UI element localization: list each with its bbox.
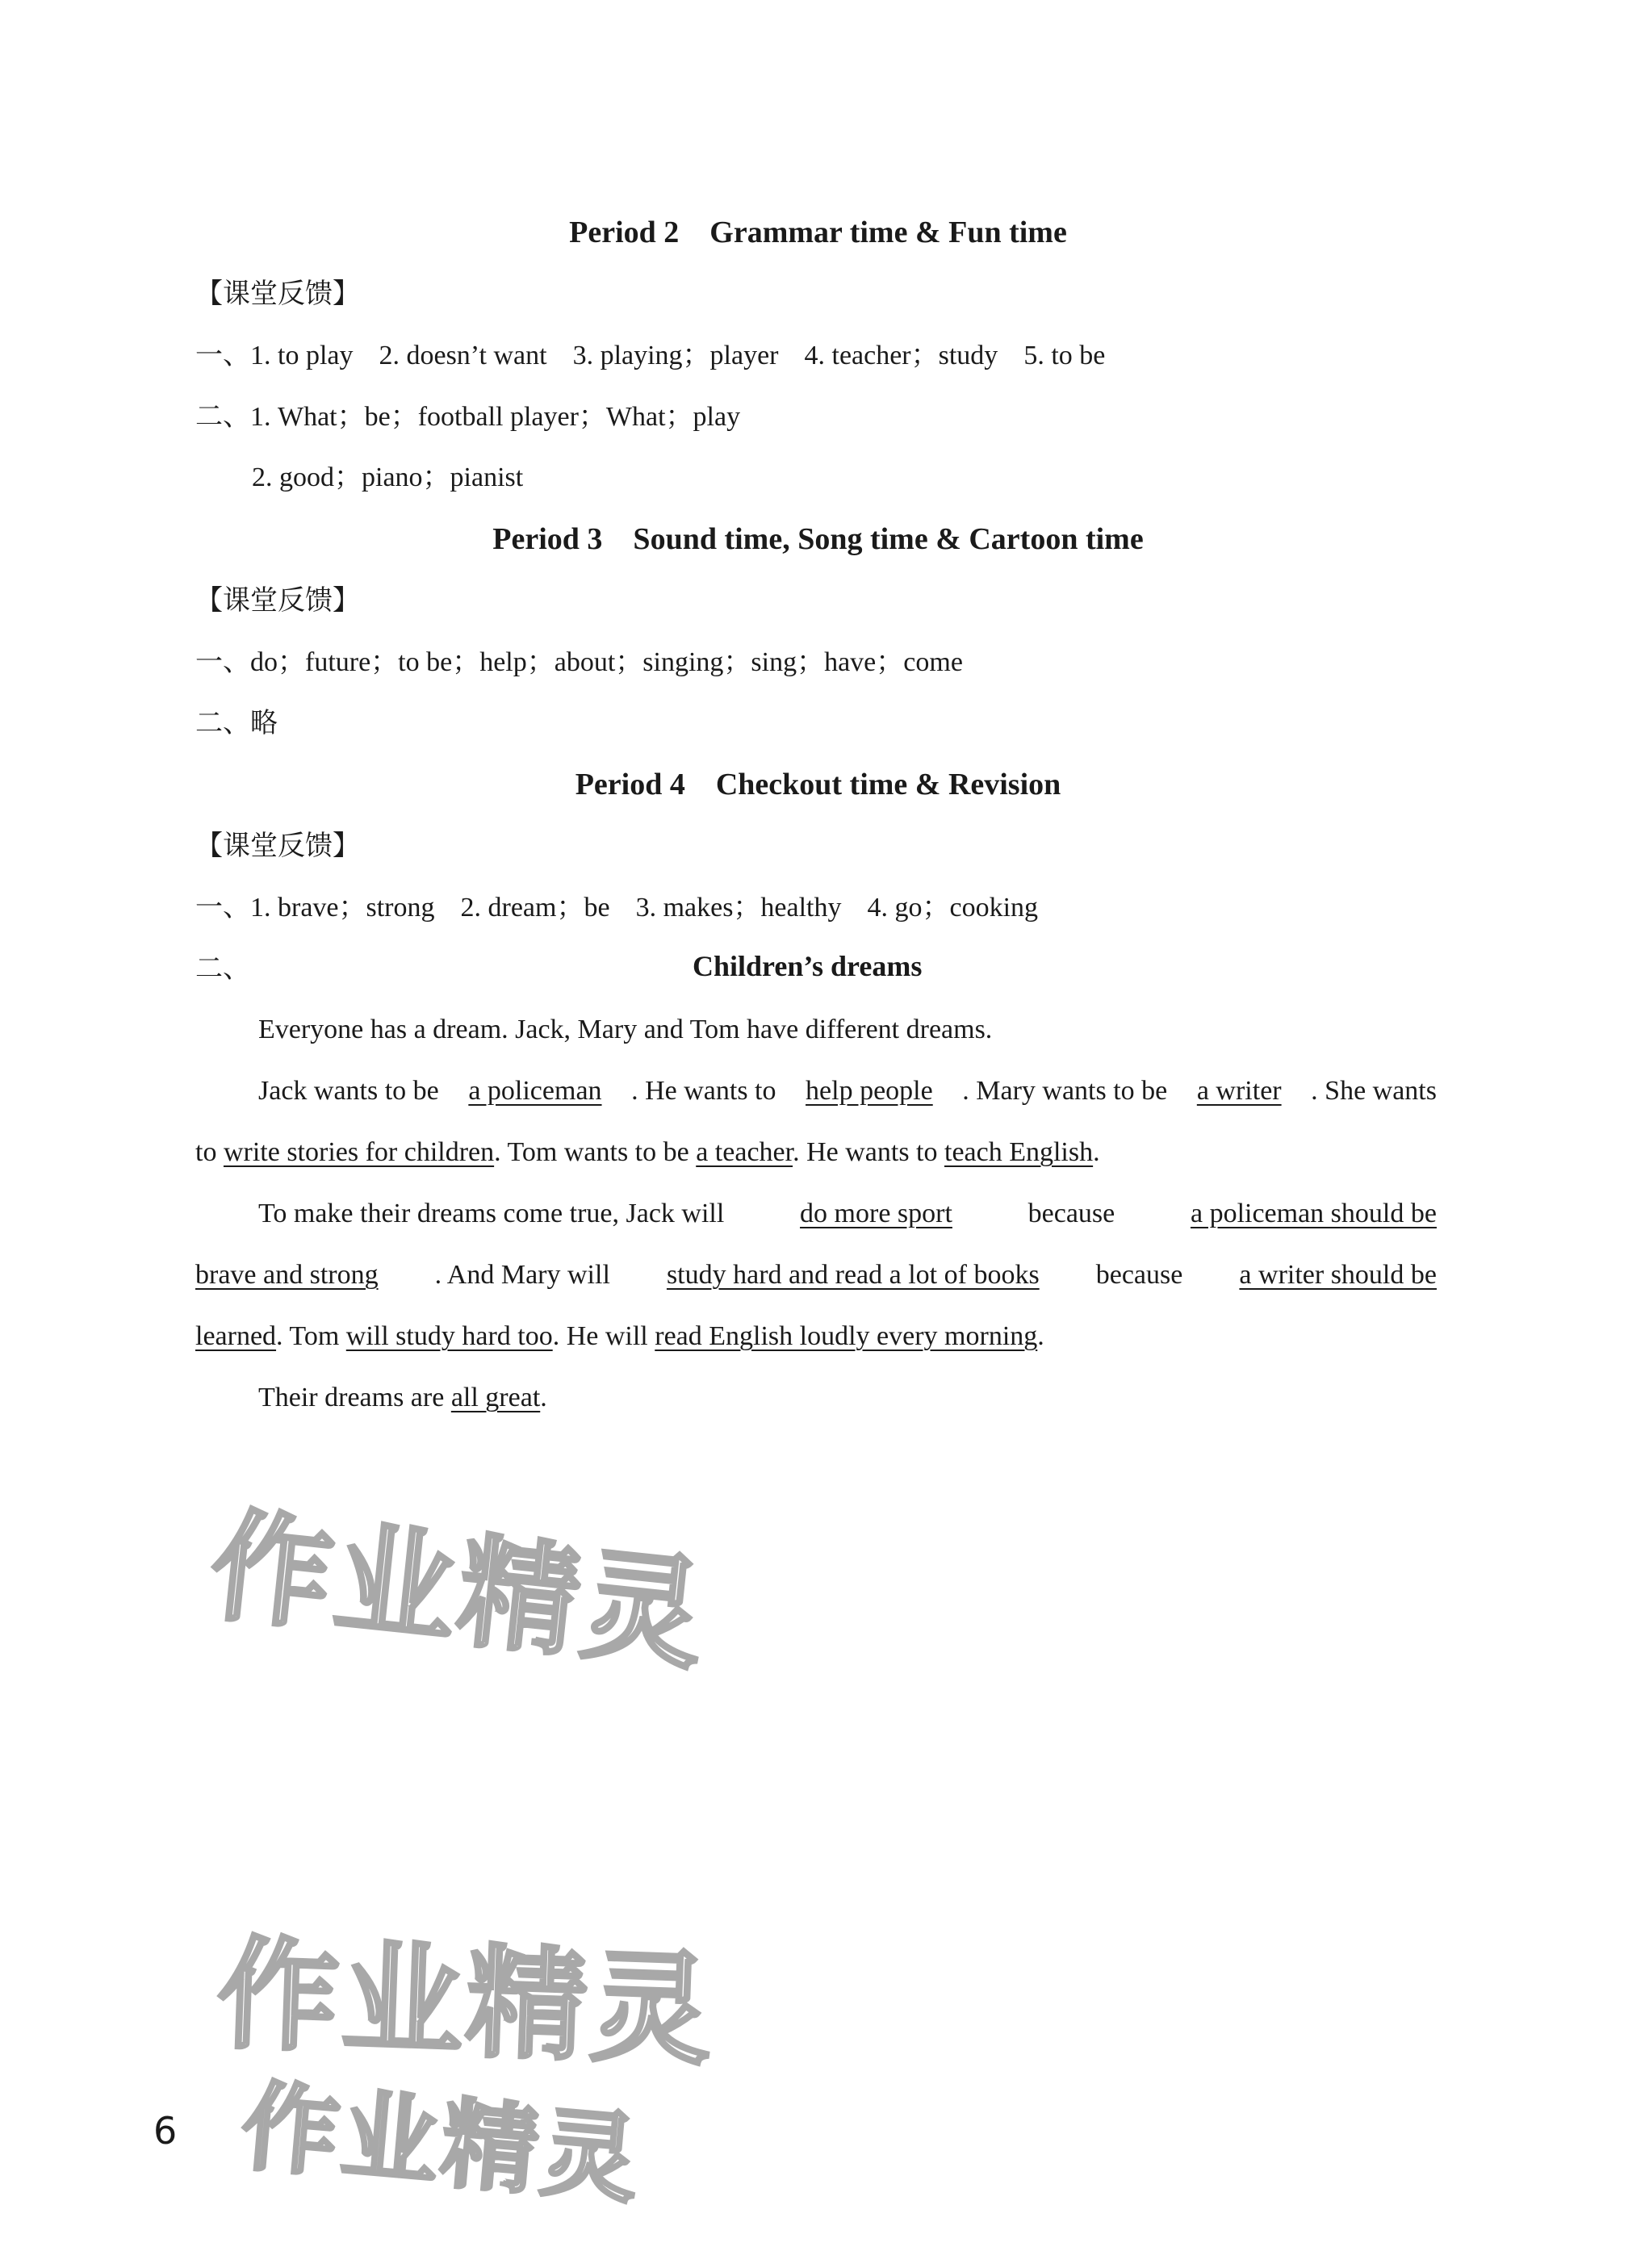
period2-title: Period 2 Grammar time & Fun time <box>569 216 1067 249</box>
answer-blank: a policeman should be <box>1190 1199 1437 1228</box>
period2-part1-prefix: 一、 <box>195 339 250 371</box>
answer-item: 1. to play <box>250 341 354 370</box>
answer-item: 2. dream；be <box>460 893 610 923</box>
answer-item: 2. doesn’t want <box>379 341 547 370</box>
period3-part1-prefix: 一、 <box>195 646 250 678</box>
essay-paragraph-4: Their dreams are all great. <box>258 1383 547 1412</box>
essay-title: Children’s dreams <box>693 950 923 982</box>
essay-paragraph-3-line-2: brave and strong . And Mary will study hard and read a lot of books because a writer should be <box>195 1260 1437 1290</box>
period4-part1-prefix: 一、 <box>195 891 250 923</box>
period3-part1 <box>195 646 963 679</box>
answer-blank: study hard and read a lot of books <box>666 1260 1040 1290</box>
answer-blank: a writer <box>1196 1076 1282 1106</box>
period4-title: Period 4 Checkout time & Revision <box>575 768 1061 801</box>
essay-paragraph-3-line-1: To make their dreams come true, Jack will do more sport because a policeman should be <box>258 1199 1437 1228</box>
answer-item: 1. brave；strong <box>250 893 435 923</box>
answer-text: do；future；to be；help；about；singing；sing；have；come <box>250 647 963 677</box>
answer-blank: write stories for children <box>223 1137 495 1167</box>
answer-item: 3. playing；player <box>572 341 779 370</box>
page-number: 6 <box>153 2109 178 2153</box>
essay-paragraph-2-line-2: to write stories for children. Tom wants to be a teacher. He wants to teach English. <box>195 1137 1100 1167</box>
period4-part1 <box>195 891 1038 924</box>
essay-paragraph-3-line-3: learned. Tom will study hard too. He will read English loudly every morning. <box>195 1321 1044 1351</box>
period3-feedback-label: 【课堂反馈】 <box>195 584 360 617</box>
period2-part2-prefix: 二、 <box>195 400 250 433</box>
period3-part2 <box>195 707 278 740</box>
watermark-logo: 作业精灵 <box>236 2070 647 2218</box>
period3-title: Period 3 Sound time, Song time & Cartoon time <box>492 522 1144 556</box>
answer-blank: will study hard too <box>345 1321 553 1351</box>
watermark-logo: 作业精灵 <box>215 1924 718 2082</box>
period2-part2-line2: 2. good；piano；pianist <box>252 462 524 492</box>
answer-text: 略 <box>250 707 278 739</box>
watermark-logo: 作业精灵 <box>204 1496 714 1688</box>
answer-blank: all great <box>450 1383 541 1412</box>
period2-part2-line1 <box>195 400 740 433</box>
period2-part1 <box>195 339 1105 372</box>
answer-blank: brave and strong <box>195 1260 379 1290</box>
answer-item: 4. teacher；study <box>804 341 998 370</box>
answer-blank: a writer should be <box>1239 1260 1437 1290</box>
answer-blank: a policeman <box>468 1076 602 1106</box>
answer-item: 5. to be <box>1023 341 1106 370</box>
answer-item: 4. go；cooking <box>867 893 1039 923</box>
answer-text: 1. What；be；football player；What；play <box>250 402 741 432</box>
period2-feedback-label: 【课堂反馈】 <box>195 278 360 310</box>
period4-part2-prefix: 二、 <box>195 952 250 985</box>
answer-blank: teach English <box>944 1137 1094 1167</box>
essay-paragraph-1: Everyone has a dream. Jack, Mary and Tom have different dreams. <box>258 1015 993 1044</box>
answer-blank: help people <box>806 1076 933 1106</box>
answer-blank: do more sport <box>800 1199 952 1228</box>
period4-feedback-label: 【课堂反馈】 <box>195 830 360 862</box>
answer-item: 3. makes；healthy <box>635 893 842 923</box>
answer-blank: learned <box>195 1321 277 1351</box>
answer-blank: read English loudly every morning <box>655 1321 1038 1351</box>
period3-part2-prefix: 二、 <box>195 707 250 739</box>
answer-blank: a teacher <box>696 1137 793 1167</box>
essay-paragraph-2-line-1: Jack wants to be a policeman . He wants to help people . Mary wants to be a writer . She wants <box>258 1076 1437 1106</box>
